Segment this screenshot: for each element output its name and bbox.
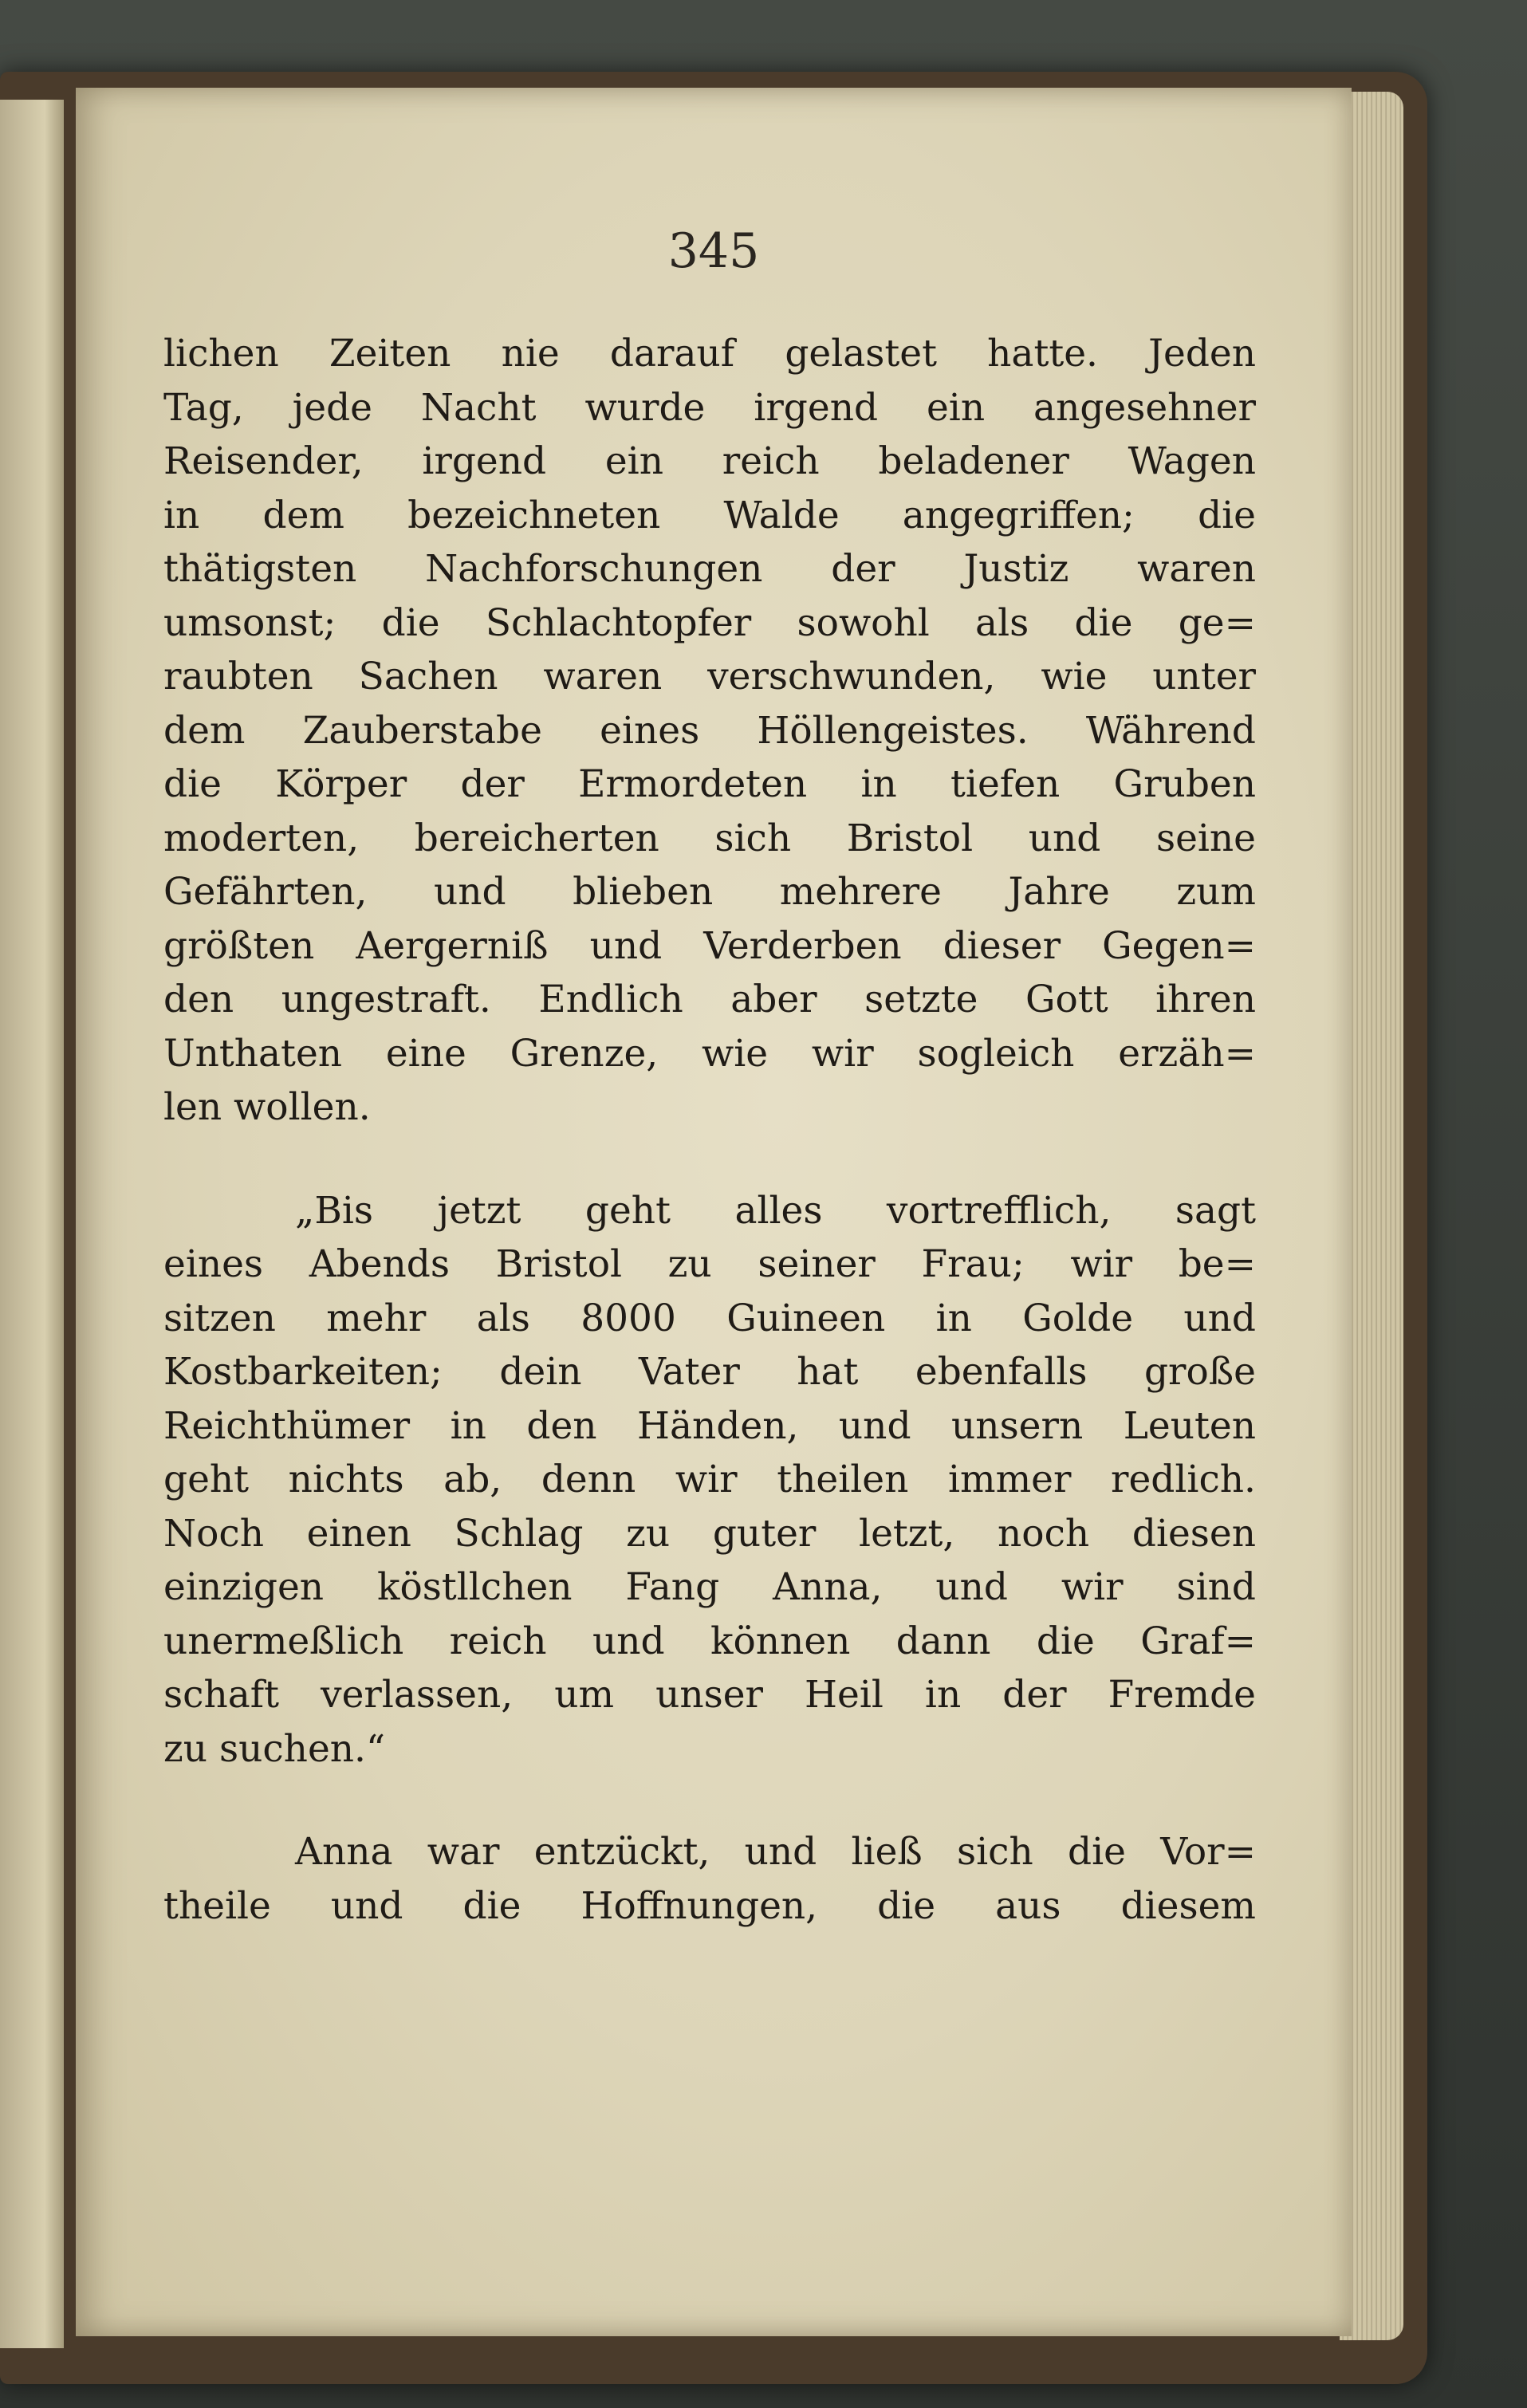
text-line: größten Aergerniß und Verderben dieser Gegen= <box>163 923 1256 968</box>
text-line: Kostbarkeiten; dein Vater hat ebenfalls große <box>163 1350 1256 1394</box>
text-line: len wollen. <box>163 1085 371 1129</box>
text-line: geht nichts ab, denn wir theilen immer redlich. <box>163 1458 1256 1501</box>
text-line: lichen Zeiten nie darauf gelastet hatte. Jeden <box>163 332 1256 376</box>
text-line: umsonst; die Schlachtopfer sowohl als die ge= <box>163 600 1256 645</box>
facing-page-edge <box>0 100 64 2348</box>
text-line: „Bis jetzt geht alles vortrefflich, sagt <box>295 1188 1256 1233</box>
text-line: Reichthümer in den Händen, und unsern Leuten <box>163 1403 1256 1448</box>
text-line: Unthaten eine Grenze, wie wir sogleich erzäh= <box>163 1031 1256 1076</box>
text-line: dem Zauberstabe eines Höllengeistes. Während <box>163 708 1256 753</box>
text-line: thätigsten Nachforschungen der Justiz waren <box>163 547 1256 591</box>
text-line: den ungestraft. Endlich aber setzte Gott ihren <box>163 978 1256 1021</box>
text-line: Reisender, irgend ein reich beladener Wagen <box>163 439 1256 483</box>
text-line: zu suchen.“ <box>163 1726 386 1771</box>
text-line: moderten, bereicherten sich Bristol und seine <box>163 816 1256 860</box>
paragraph-2 <box>163 1184 1256 1776</box>
text-line: sitzen mehr als 8000 Guineen in Golde und <box>163 1296 1256 1340</box>
text-line: die Körper der Ermordeten in tiefen Gruben <box>163 762 1256 806</box>
text-line: Noch einen Schlag zu guter letzt, noch diesen <box>163 1511 1256 1556</box>
text-line: unermeßlich reich und können dann die Graf= <box>163 1619 1256 1663</box>
paragraph-3 <box>163 1825 1256 1933</box>
text-line: Anna war entzückt, und ließ sich die Vor= <box>295 1830 1256 1874</box>
text-line: in dem bezeichneten Walde angegriffen; die <box>163 493 1256 537</box>
text-line: theile und die Hoffnungen, die aus diesem <box>163 1883 1256 1928</box>
page-number: 345 <box>667 223 760 279</box>
text-line: Gefährten, und blieben mehrere Jahre zum <box>163 870 1256 914</box>
book-page <box>76 88 1352 2336</box>
text-line: raubten Sachen waren verschwunden, wie unter <box>163 655 1256 698</box>
text-line: einzigen köstllchen Fang Anna, und wir sind <box>163 1565 1256 1609</box>
text-line: eines Abends Bristol zu seiner Frau; wir be= <box>163 1242 1256 1286</box>
page-text <box>163 327 1256 1933</box>
paragraph-1 <box>163 327 1256 1135</box>
text-line: schaft verlassen, um unser Heil in der Fremde <box>163 1673 1256 1717</box>
text-line: Tag, jede Nacht wurde irgend ein angesehner <box>163 385 1256 430</box>
